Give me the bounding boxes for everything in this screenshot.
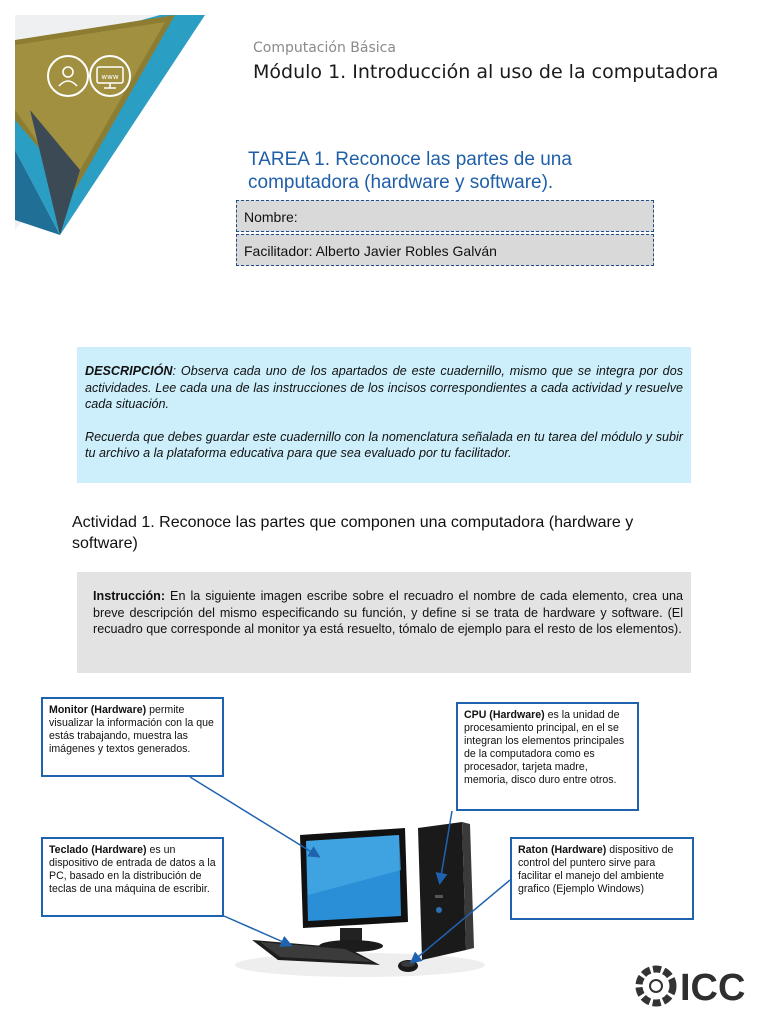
name-label: Nombre: — [244, 209, 298, 225]
course-subtitle: Computación Básica — [253, 40, 396, 56]
icc-logo — [632, 960, 757, 1012]
computer-illustration — [230, 800, 490, 980]
header-decoration — [0, 0, 230, 250]
www-label: www — [101, 73, 119, 81]
callout-mouse-label: Raton (Hardware) — [518, 844, 607, 856]
description-text-2: Recuerda que debes guardar este cuadernillo con la nomenclatura señalada en tu tarea del módulo y subir tu archivo a la plataforma educativa para que sea evaluado por tu facilitador. — [85, 429, 683, 460]
instruction-box — [77, 572, 691, 673]
callout-keyboard — [41, 837, 224, 917]
callout-monitor-text: permite visualizar la información con la que estás trabajando, muestra las imágenes y textos generados. — [49, 704, 214, 755]
name-field[interactable] — [236, 200, 654, 232]
callout-keyboard-text: es un dispositivo de entrada de datos a la PC, basado en la distribución de teclas de una máquina de escribir. — [49, 844, 216, 895]
description-text-1: : Observa cada uno de los apartados de este cuadernillo, mismo que se integra por dos actividades. Lee cada una de las instrucciones de los incisos correspondientes a cada actividad y resuelve cada situación. — [85, 364, 683, 411]
callout-cpu-label: CPU (Hardware) — [464, 709, 545, 721]
module-title: Módulo 1. Introducción al uso de la computadora — [253, 61, 719, 83]
facilitator-label: Facilitador: Alberto Javier Robles Galván — [244, 243, 497, 259]
description-box — [77, 347, 691, 483]
callout-monitor-label: Monitor (Hardware) — [49, 704, 147, 716]
activity-title: Actividad 1. Reconoce las partes que componen una computadora (hardware y software) — [72, 514, 634, 552]
instruction-text: En la siguiente imagen escribe sobre el recuadro el nombre de cada elemento, crea una breve descripción del mismo especificando su función, y define si se trata de hardware y software. (El recuadro que corresponde al monitor ya está resuelto, tómalo de ejemplo para el resto de los elementos). — [93, 589, 683, 636]
callout-keyboard-label: Teclado (Hardware) — [49, 844, 147, 856]
callout-mouse-text: dispositivo de control del puntero sirve para facilitar el manejo del ambiente grafico (Ejemplo Windows) — [518, 844, 674, 895]
facilitator-field — [236, 234, 654, 266]
callout-cpu — [456, 702, 639, 811]
task-title: TAREA 1. Reconoce las partes de una computadora (hardware y software). — [248, 149, 572, 193]
callout-cpu-text: es la unidad de procesamiento principal, en el se integran los elementos principales de la computadora como es procesador, tarjeta madre, memoria, disco duro entre otros. — [464, 709, 625, 786]
description-paragraph-1 — [85, 363, 683, 413]
instruction-label: Instrucción: — [93, 589, 166, 603]
cpu-tower — [418, 822, 466, 960]
callout-mouse — [510, 837, 694, 920]
description-label: DESCRIPCIÓN — [85, 364, 173, 378]
icc-logo-text: ICC — [680, 967, 746, 1009]
icc-logo-icon — [639, 969, 673, 1003]
callout-monitor — [41, 697, 224, 777]
